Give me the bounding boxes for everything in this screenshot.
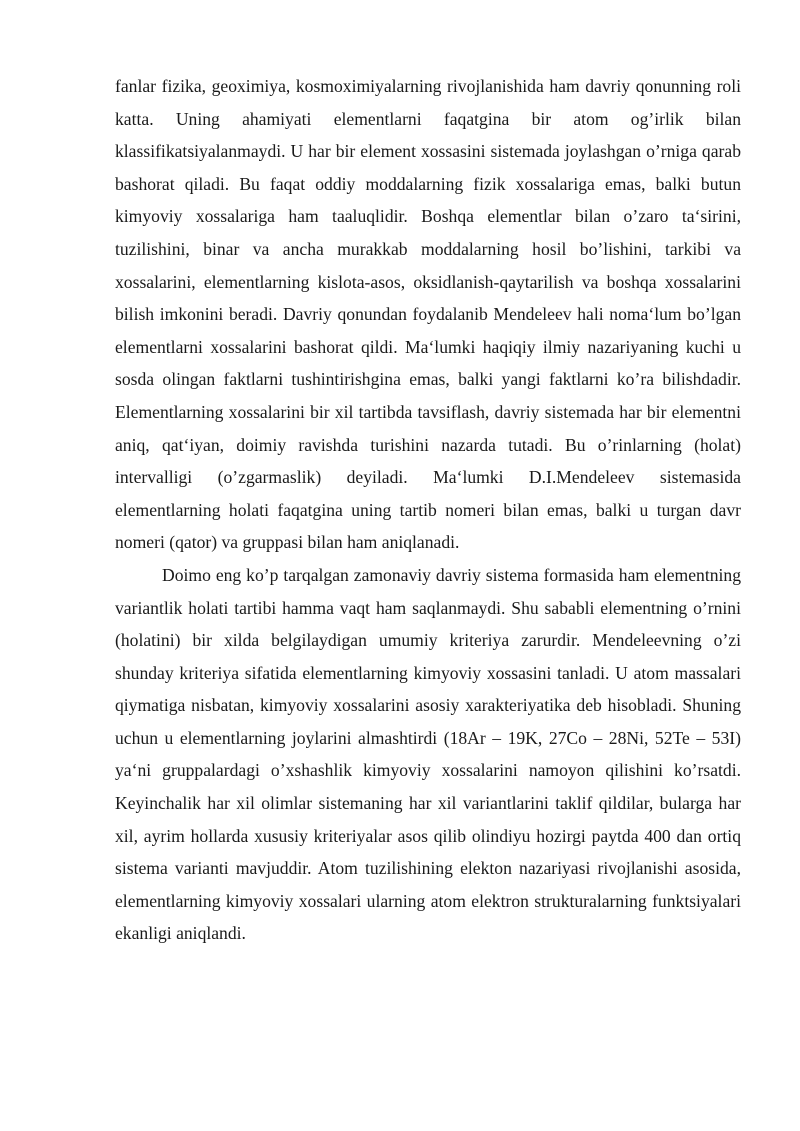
paragraph-periodic-system-variants: Doimo eng ko’p tarqalgan zamonaviy davriy sistema formasida ham elementning variantlik holati tartibi hamma vaqt ham saqlanmaydi. Shu sababli elementning o’rnini (holatini) bir xilda belgilaydigan umumiy kriteriya zarurdir. Mendeleevning o’zi shunday kriteriya sifatida elementlarning kimyoviy xossasini tanladi. U atom massalari qiymatiga nisbatan, kimyoviy xossalarini asosiy xarakteriyatika deb hisobladi. Shuning uchun u elementlarning joylarini almashtirdi (18Ar – 19K, 27Co – 28Ni, 52Te – 53I) ya‘ni gruppalardagi o’xshashlik kimyoviy xossalarini namoyon qilishini ko’rsatdi. Keyinchalik har xil olimlar sistemaning har xil variantlarini taklif qildilar, bularga har xil, ayrim hollarda xususiy kriteriyalar asos qilib olindiyu hozirgi paytda 400 dan ortiq sistema varianti mavjuddir. Atom tuzilishining elekton nazariyasi rivojlanishi asosida, elementlarning kimyoviy xossalari ularning atom elektron strukturalarning funktsiyalari ekanligi aniqlandi. — [115, 564, 741, 944]
document-page — [115, 70, 741, 950]
paragraph-periodic-law-significance: fanlar fizika, geoximiya, kosmoximiyalarning rivojlanishida ham davriy qonunning roli katta. Uning ahamiyati elementlarni faqatgina bir atom og’irlik bilan klassifikatsiyalanmaydi. U har bir element xossasini sistemada joylashgan o’rniga qarab bashorat qiladi. Bu faqat oddiy moddalarning fizik xossalariga emas, balki butun kimyoviy xossalariga ham taaluqlidir. Boshqa elementlar bilan o’zaro ta‘sirini, tuzilishini, binar va ancha murakkab moddalarning hosil bo’lishini, tarkibi va xossalarini, elementlarning kislota-asos, oksidlanish-qaytarilish va boshqa xossalarini bilish imkonini beradi. Davriy qonundan foydalanib Mendeleev hali noma‘lum bo’lgan elementlarni xossalarini bashorat qildi. Ma‘lumki haqiqiy ilmiy nazariyaning kuchi u sosda olingan faktlarni tushintirishgina emas, balki yangi faktlarni ko’ra bilishdadir. Elementlarning xossalarini bir xil tartibda tavsiflash, davriy sistemada har bir elementni aniq, qat‘iyan, doimiy ravishda turishini nazarda tutadi. Bu o’rinlarning (holat) intervalligi (o’zgarmaslik) deyiladi. Ma‘lumki D.I.Mendeleev sistemasida elementlarning holati faqatgina uning tartib nomeri bilan emas, balki u turgan davr nomeri (qator) va gruppasi bilan ham aniqlanadi. — [115, 76, 741, 553]
